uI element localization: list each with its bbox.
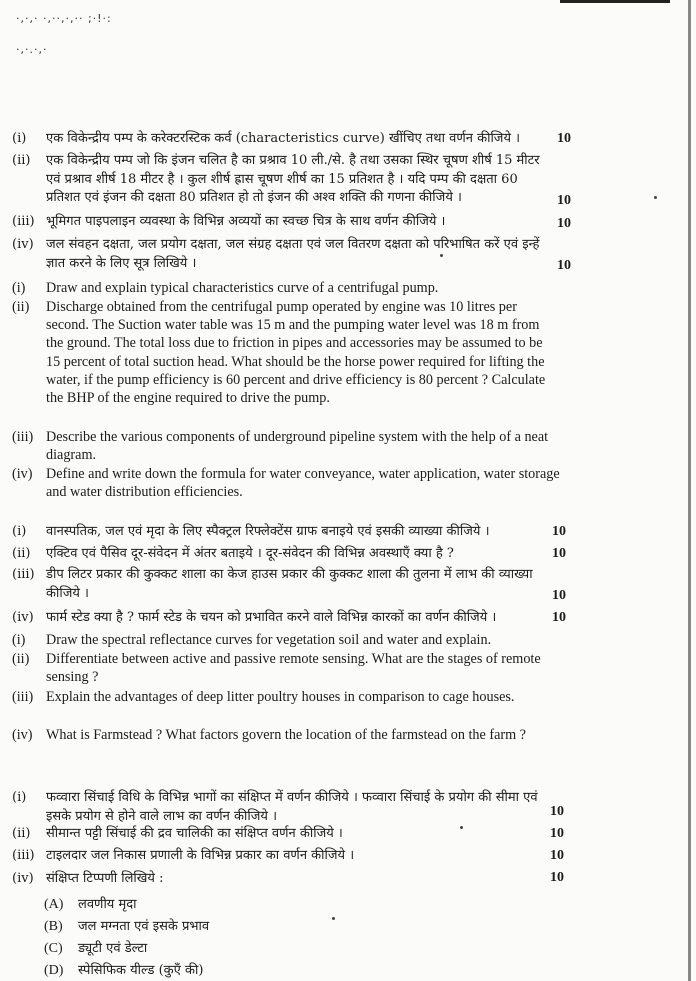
marks: 10 (557, 216, 571, 231)
s2-hindi-q4: (iv) फार्म स्टेड क्या है ? फार्म स्टेड के चयन को प्रभावित करने वाले विभिन्न कारकों का वर्णन कीजिये । (12, 610, 497, 625)
s2-english-q3: (iii) Explain the advantages of deep litter poultry houses in comparison to cage houses. (12, 689, 515, 705)
subitem-d: (D) स्पेसिफिक यील्ड (कुएँ की) (44, 963, 204, 978)
s2-hindi-q1: (i) वानस्पतिक, जल एवं मृदा के लिए स्पैक्ट्रल रिफ्लेक्टेंस ग्राफ बनाइये एवं इसकी व्याख्या कीजिये । (12, 524, 490, 539)
marks: 10 (552, 524, 566, 539)
s1-hindi-q3: (iii) भूमिगत पाइपलाइन व्यवस्था के विभिन्न अव्ययों का स्वच्छ चित्र के साथ वर्णन कीजिये । (12, 214, 446, 229)
subitem-c: (C) ड्यूटी एवं डेल्टा (44, 941, 148, 956)
marks: 10 (550, 826, 564, 841)
s2-english-q2: (ii) Differentiate between active and passive remote sensing. What are the stages of remote sensing ? (12, 651, 541, 686)
s2-english-q1: (i) Draw the spectral reflectance curves for vegetation soil and water and explain. (12, 632, 492, 648)
s3-hindi-q3: (iii) टाइलदार जल निकास प्रणाली के विभिन्न प्रकार का वर्णन कीजिये । (12, 848, 355, 863)
s1-english-q2: (ii) Discharge obtained from the centrifugal pump operated by engine was 10 litres per second. The Suction water table was 15 m and the pumping water level was 18 m from the ground. The total loss due to friction in pipes and accessories may be assumed to be 15 percent of total suction head. What should be the horse power required for lifting the water, if the pump efficiency is 60 percent and drive efficiency is 80 percent ? Calculate the BHP of the engine required to drive the pump. (12, 299, 546, 407)
scribble-line-1: ·,·,· ·,··,·,·· ;·!·: (16, 12, 112, 25)
scan-speck (654, 196, 657, 199)
s1-english-q3: (iii) Describe the various components of underground pipeline system with the help of a neat diagram. (12, 429, 549, 464)
scan-speck (440, 254, 443, 257)
s1-hindi-q2: (ii) एक विकेन्द्रीय पम्प जो कि इंजन चलित है का प्रश्राव 10 ली./से. है तथा उसका स्थिर चूषण शीर्ष 15 मीटर एवं प्रश्राव शीर्ष 18 मीटर है । कुल शीर्ष ह्रास चूषण शीर्ष का 15 प्रतिशत है । यदि पम्प की दक्षता 60 प्रतिशत एवं इंजन की दक्षता 80 प्रतिशत हो तो इंजन की अश्व शक्ति की गणना कीजिये । (12, 153, 540, 205)
marks: 10 (550, 870, 564, 885)
marks: 10 (557, 131, 571, 146)
s2-english-q4: (iv) What is Farmstead ? What factors govern the location of the farmstead on the farm ? (12, 727, 526, 743)
marks: 10 (557, 193, 571, 208)
marks: 10 (550, 804, 564, 819)
scan-speck (460, 826, 463, 829)
subitem-b: (B) जल मग्नता एवं इसके प्रभाव (44, 919, 210, 934)
marks: 10 (552, 588, 566, 603)
s3-hindi-q2: (ii) सीमान्त पट्टी सिंचाई की द्रव चालिकी का संक्षिप्त वर्णन कीजिये । (12, 826, 343, 841)
header-scribble (16, 12, 112, 56)
scan-speck (332, 917, 335, 920)
subitem-a: (A) लवणीय मृदा (44, 897, 137, 912)
s1-english-q1: (i) Draw and explain typical characteristics curve of a centrifugal pump. (12, 280, 439, 296)
s3-hindi-q1: (i) फव्वारा सिंचाई विधि के विभिन्न भागों का संक्षिप्त में वर्णन कीजिये । फव्वारा सिंचाई के प्रयोग की सीमा एवं इसके प्रयोग से होने वाले लाभ का वर्णन कीजिये । (12, 790, 538, 824)
s1-hindi-q4: (iv) जल संवहन दक्षता, जल प्रयोग दक्षता, जल संग्रह दक्षता एवं जल वितरण दक्षता को परिभाषित करें एवं इन्हें ज्ञात करने के लिए सूत्र लिखिये । (12, 237, 540, 271)
s1-hindi-q1: (i) एक विकेन्द्रीय पम्प के करेक्टरस्टिक कर्व (characteristics curve) खींचिए तथा वर्णन कीजिये । (12, 131, 521, 146)
marks: 10 (550, 848, 564, 863)
marks: 10 (552, 610, 566, 625)
scribble-line-2: ·,·.·,· (16, 43, 48, 56)
marks: 10 (557, 258, 571, 273)
s1-english-q4: (iv) Define and write down the formula for water conveyance, water application, water storage and water distribution efficiencies. (12, 466, 560, 501)
s2-hindi-q3: (iii) डीप लिटर प्रकार की कुक्कट शाला का केज हाउस प्रकार की कुक्कट शाला की तुलना में लाभ की व्याख्या कीजिये । (12, 567, 533, 601)
s3-hindi-q4: (iv) संक्षिप्त टिप्पणी लिखिये : (12, 871, 164, 886)
top-edge-line (560, 0, 670, 3)
s2-hindi-q2: (ii) एक्टिव एवं पैसिव दूर-संवेदन में अंतर बताइये । दूर-संवेदन की विभिन्न अवस्थाएँ क्या है ? (12, 546, 454, 561)
marks: 10 (552, 546, 566, 561)
scan-right-edge (688, 0, 691, 981)
